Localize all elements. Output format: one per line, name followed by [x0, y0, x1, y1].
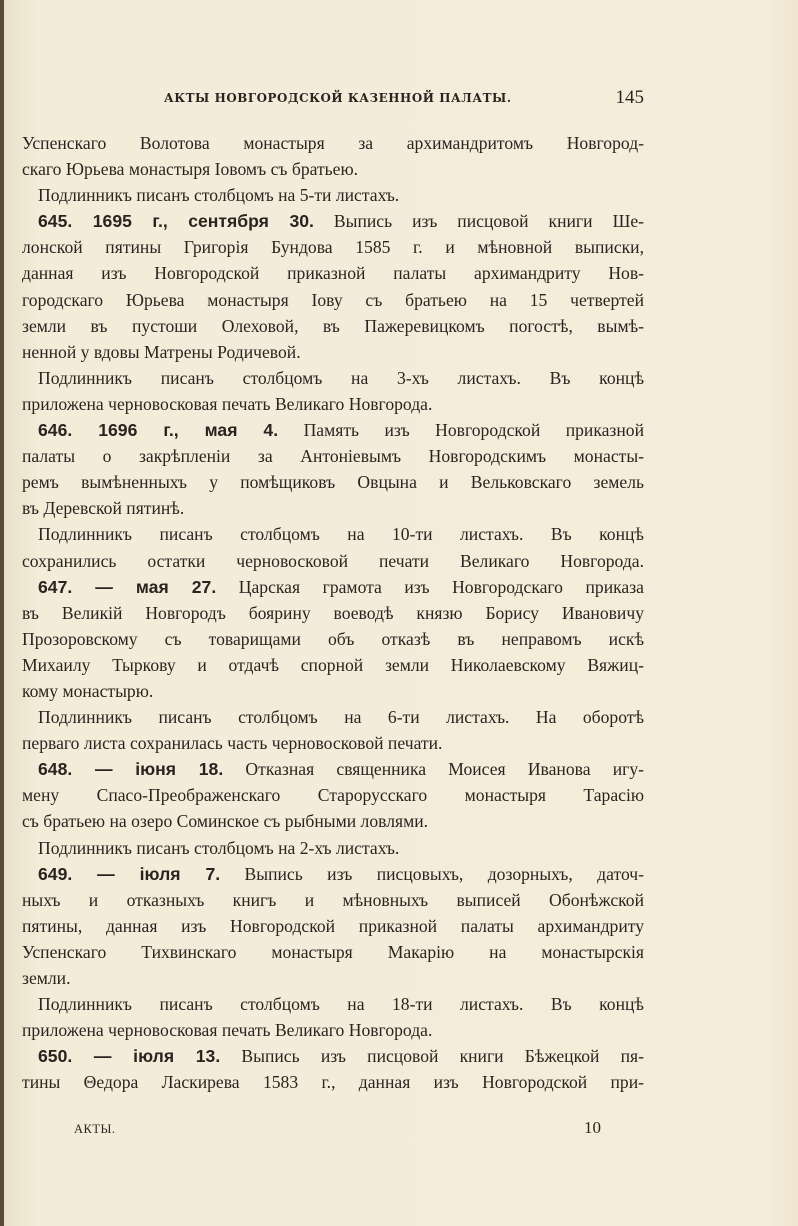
line-text: съ братьею на озеро Соминское съ рыбными ловлями.	[22, 811, 429, 832]
entry-number: 649.	[38, 863, 98, 884]
line-text: мену Спасо-Преображенскаго Старорусскаго монастыря Тарасію	[22, 785, 644, 806]
line-text: Выпись изъ писцовой книги Бѣжецкой пя-	[220, 1046, 644, 1067]
entry-number: 647.	[38, 576, 96, 597]
line-text: Прозоровскому съ товарищами объ отказѣ въ неправомъ искѣ	[22, 628, 644, 649]
line-text: лонской пятины Григорія Бундова 1585 г. и мѣновной выписки,	[22, 237, 644, 258]
text-line	[22, 156, 644, 182]
line-text: перваго листа сохранилась часть черновосковой печати.	[22, 733, 443, 754]
entry-date: 1696 г., мая 4.	[98, 420, 279, 441]
text-line	[22, 861, 644, 887]
text-line	[22, 521, 644, 547]
text-line	[22, 574, 644, 600]
text-line	[22, 469, 644, 495]
text-line	[22, 365, 644, 391]
text-line	[22, 600, 644, 626]
line-text: палаты о закрѣпленіи за Антоніевымъ Новгородскимъ монасты-	[22, 446, 644, 467]
line-text: земли въ пустоши Олеховой, въ Пажеревицкомъ погостѣ, вымѣ-	[22, 315, 644, 336]
text-line	[22, 756, 644, 782]
sheet-number: 10	[584, 1118, 601, 1137]
text-line	[22, 808, 644, 834]
line-text: данная изъ Новгородской приказной палаты архимандриту Нов-	[22, 263, 644, 284]
line-text: Царская грамота изъ Новгородскаго приказа	[216, 576, 644, 597]
text-line	[22, 913, 644, 939]
text-line	[22, 417, 644, 443]
running-header	[22, 88, 644, 110]
text-line	[22, 939, 644, 965]
text-line	[22, 339, 644, 365]
line-text: въ Великій Новгородъ боярину воеводѣ князю Борису Ивановичу	[22, 602, 644, 623]
line-text: тины Θедора Ласкирева 1583 г., данная изъ Новгородской при-	[22, 1072, 644, 1093]
line-text: земли.	[22, 968, 71, 988]
page-spine-edge	[0, 0, 4, 1226]
text-line	[22, 1017, 644, 1043]
text-line	[22, 443, 644, 469]
entry-number: 648.	[38, 759, 95, 780]
entry-date: — іюля 13.	[93, 1046, 221, 1067]
main-text	[22, 130, 644, 1095]
line-text: Выпись изъ писцовыхъ, дозорныхъ, даточ-	[220, 863, 644, 884]
text-line	[22, 234, 644, 260]
line-text: ненной у вдовы Матрены Родичевой.	[22, 341, 301, 362]
line-text: Подлинникъ писанъ столбцомъ на 5-ти листахъ.	[38, 185, 400, 206]
page-number: 145	[615, 87, 644, 108]
text-line	[22, 1043, 644, 1069]
line-text: Память изъ Новгородской приказной	[278, 420, 644, 441]
line-text: Михаилу Тыркову и отдачѣ спорной земли Николаевскому Вяжиц-	[22, 654, 644, 675]
line-text: приложена черновосковая печать Великаго Новгорода.	[22, 393, 433, 414]
line-text: сохранились остатки черновосковой печати Великаго Новгорода.	[22, 550, 644, 571]
text-line	[22, 260, 644, 286]
line-text: кому монастырю.	[22, 680, 154, 701]
line-text: въ Деревской пятинѣ.	[22, 498, 185, 519]
text-line	[22, 391, 644, 417]
line-text: приложена черновосковая печать Великаго Новгорода.	[22, 1020, 433, 1041]
text-line	[22, 287, 644, 313]
text-line	[22, 652, 644, 678]
signature-mark: АКТЫ.	[74, 1122, 116, 1136]
line-text: скаго Юрьева монастыря Іовомъ съ братьею.	[22, 159, 359, 180]
line-text: Подлинникъ писанъ столбцомъ на 3-хъ листахъ. Въ концѣ	[38, 367, 644, 388]
line-text: Подлинникъ писанъ столбцомъ на 10-ти листахъ. Въ концѣ	[38, 524, 644, 545]
page-footer	[22, 1118, 644, 1142]
text-line	[22, 208, 644, 234]
line-text: Подлинникъ писанъ столбцомъ на 18-ти листахъ. Въ концѣ	[38, 994, 644, 1015]
line-text: Успенскаго Тихвинскаго монастыря Макарію на монастырскія	[22, 941, 644, 962]
text-line	[22, 495, 644, 521]
line-text: Подлинникъ писанъ столбцомъ на 6-ти листахъ. На оборотѣ	[38, 707, 644, 728]
text-line	[22, 313, 644, 339]
text-line	[22, 626, 644, 652]
text-line	[22, 782, 644, 808]
line-text: Успенскаго Волотова монастыря за архимандритомъ Новгород-	[22, 133, 644, 153]
entry-date: — мая 27.	[95, 576, 217, 597]
text-line	[22, 548, 644, 574]
entry-number: 650.	[38, 1046, 94, 1067]
entry-date: — іюля 7.	[97, 863, 221, 884]
entry-date: — іюня 18.	[94, 759, 224, 780]
line-text: ремъ вымѣненныхъ у помѣщиковъ Овцына и Вельковскаго земель	[22, 472, 644, 493]
line-text: Подлинникъ писанъ столбцомъ на 2-хъ листахъ.	[38, 837, 400, 858]
running-title: АКТЫ НОВГОРОДСКОЙ КАЗЕННОЙ ПАЛАТЫ.	[164, 90, 512, 105]
text-line	[22, 130, 644, 156]
entry-date: 1695 г., сентября 30.	[92, 211, 314, 232]
text-line	[22, 182, 644, 208]
text-line	[22, 678, 644, 704]
line-text: ныхъ и отказныхъ книгъ и мѣновныхъ выписей Обонѣжской	[22, 889, 644, 910]
line-text: Отказная священника Моисея Иванова игу-	[223, 759, 644, 780]
line-text: Выпись изъ писцовой книги Ше-	[313, 211, 644, 232]
text-line	[22, 1069, 644, 1095]
text-line	[22, 887, 644, 913]
text-line	[22, 965, 644, 991]
entry-number: 646.	[38, 420, 99, 441]
line-text: городскаго Юрьева монастыря Іову съ братьею на 15 четвертей	[22, 289, 644, 310]
text-line	[22, 835, 644, 861]
text-line	[22, 991, 644, 1017]
text-line	[22, 730, 644, 756]
entry-number: 645.	[38, 211, 93, 232]
line-text: пятины, данная изъ Новгородской приказной палаты архимандриту	[22, 915, 644, 936]
text-line	[22, 704, 644, 730]
